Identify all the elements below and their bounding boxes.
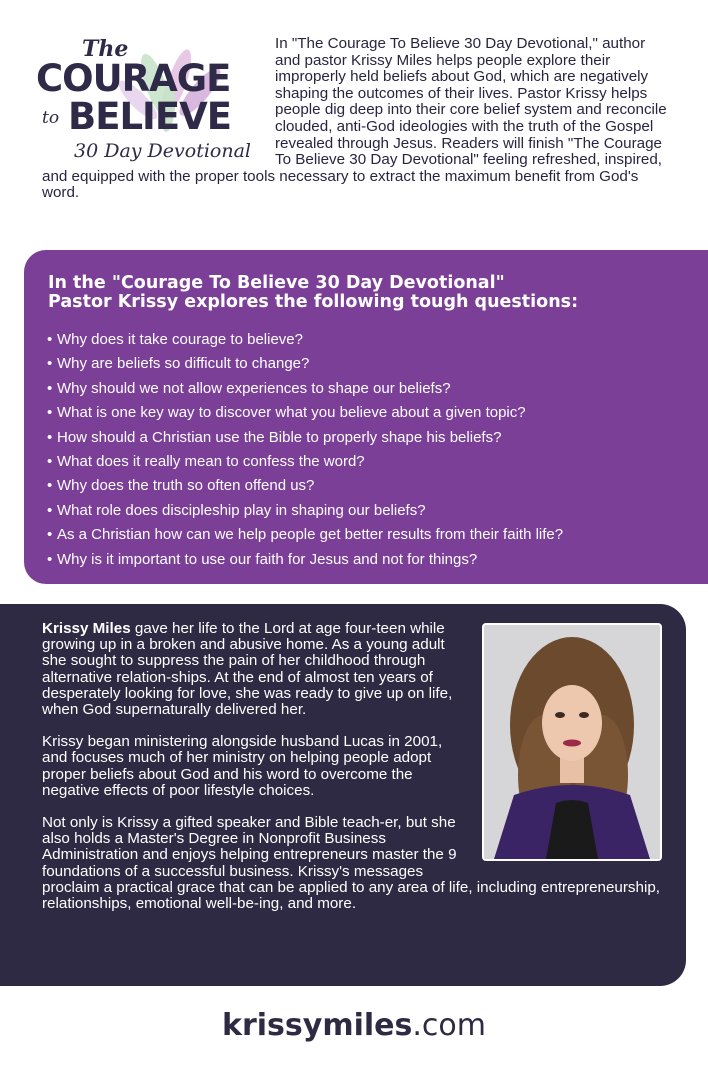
questions-heading bbox=[48, 274, 688, 312]
question-text: Why should we not allow experiences to shape our beliefs? bbox=[57, 379, 451, 397]
logo-believe: BELIEVE bbox=[68, 95, 232, 138]
questions-heading-line2: Pastor Krissy explores the following tough questions: bbox=[48, 292, 579, 312]
website-domain-bold: krissymiles bbox=[222, 1008, 413, 1043]
question-text: What does it really mean to confess the word? bbox=[57, 453, 365, 471]
website-footer bbox=[0, 1008, 708, 1043]
logo-courage: COURAGE bbox=[36, 57, 231, 100]
question-text: How should a Christian use the Bible to properly shape his beliefs? bbox=[57, 428, 502, 446]
list-item: • As a Christian how can we help people get better results from their faith life? bbox=[47, 526, 564, 544]
portrait-image bbox=[484, 625, 660, 859]
list-item: • What does it really mean to confess the word? bbox=[47, 453, 365, 471]
list-item: • Why is it important to use our faith for Jesus and not for things? bbox=[47, 550, 478, 568]
bio-paragraph-3: Not only is Krissy a gifted speaker and Bible teach-er, but she also holds a Master's Degree in Nonprofit Business Administration and enjoys helping entrepreneurs master the 9 foundations of a successful business. Krissy's messages proclaim a practical grace that can be applied to any area of life, including entrepreneurship, relationships, emotional well-be-ing, and more. bbox=[42, 814, 660, 913]
intro-text: In "The Courage To Believe 30 Day Devotional," author and pastor Krissy Miles helps people explore their improperly held beliefs about God, which are negatively shaping the outcomes of their lives. Pastor Krissy helps people dig deep into their core belief system and reconcile clouded, anti-God ideologies with the truth of the Gospel revealed through Jesus. Readers will finish "The Courage To Believe 30 Day Devotional" feeling refreshed, inspired, and equipped with the proper tools necessary to extract the maximum benefit from God's word. bbox=[42, 35, 667, 202]
question-text: Why are beliefs so difficult to change? bbox=[57, 355, 310, 373]
list-item: • What is one key way to discover what you believe about a given topic? bbox=[47, 404, 526, 422]
intro-paragraph bbox=[42, 36, 672, 202]
questions-panel bbox=[24, 250, 708, 584]
question-text: Why is it important to use our faith for Jesus and not for things? bbox=[57, 550, 478, 568]
question-text: As a Christian how can we help people get better results from their faith life? bbox=[57, 526, 564, 544]
author-photo bbox=[482, 623, 662, 861]
bio-p1-text: gave her life to the Lord at age four-teen while growing up in a broken and abusive home. As a young adult she sought to suppress the pain of her childhood through alternative relation-ships. At the end of almost ten years of desperately looking for love, she was ready to give up on life, when God supernaturally delivered her. bbox=[42, 620, 453, 719]
question-text: Why does the truth so often offend us? bbox=[57, 477, 315, 495]
author-name: Krissy Miles bbox=[42, 620, 131, 637]
questions-list bbox=[47, 328, 697, 572]
list-item: • Why are beliefs so difficult to change? bbox=[47, 355, 310, 373]
list-item: • Why should we not allow experiences to shape our beliefs? bbox=[47, 379, 451, 397]
list-item: • Why does the truth so often offend us? bbox=[47, 477, 315, 495]
logo-to: to bbox=[42, 108, 60, 128]
list-item: • Why does it take courage to believe? bbox=[47, 331, 303, 348]
logo-the: The bbox=[82, 36, 129, 62]
question-text: What is one key way to discover what you believe about a given topic? bbox=[57, 404, 526, 422]
author-bio-panel bbox=[0, 604, 686, 986]
list-item: • How should a Christian use the Bible to properly shape his beliefs? bbox=[47, 428, 502, 446]
question-text: Why does it take courage to believe? bbox=[57, 331, 303, 348]
list-item: • What role does discipleship play in shaping our beliefs? bbox=[47, 501, 426, 519]
logo-spacer bbox=[42, 36, 275, 168]
website-domain-tld: .com bbox=[412, 1008, 486, 1043]
question-text: What role does discipleship play in shaping our beliefs? bbox=[57, 501, 426, 519]
logo-subtitle: 30 Day Devotional bbox=[74, 140, 251, 162]
questions-heading-line1: In the "Courage To Believe 30 Day Devotional" bbox=[48, 273, 505, 293]
bio-paragraph-2: Krissy began ministering alongside husband Lucas in 2001, and focuses much of her ministry on helping people adopt proper beliefs about God and his word to overcome the negative effects of poor lifestyle choices. bbox=[42, 733, 443, 799]
